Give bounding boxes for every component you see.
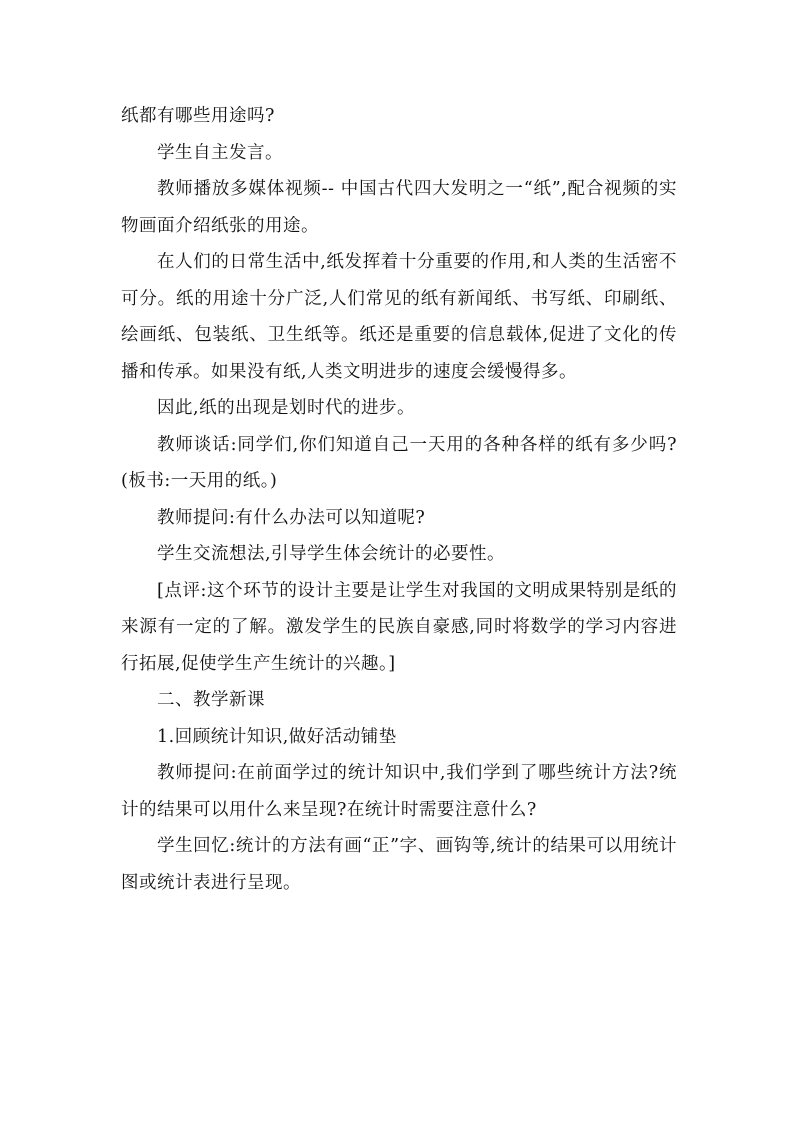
paragraph-student-exchange: 学生交流想法,引导学生体会统计的必要性。	[157, 544, 506, 564]
paragraph-student-recall: 学生回忆:统计的方法有画“正”字、画钩等,统计的结果可以用统计图或统计表进行呈现。	[121, 836, 677, 893]
paragraph-paper-uses: 在人们的日常生活中,纸发挥着十分重要的作用,和人类的生活密不可分。纸的用途十分广泛,人们常见的纸有新闻纸、书写纸、印刷纸、绘画纸、包装纸、卫生纸等。纸还是重要的信息载体,促进了文化的传播和传承。如果没有纸,人类文明进步的速度会缓慢得多。	[121, 252, 677, 382]
paragraph-commentary: [点评:这个环节的设计主要是让学生对我国的文明成果特别是纸的来源有一定的了解。激发学生的民族自豪感,同时将数学的学习内容进行拓展,促使学生产生统计的兴趣。]	[121, 580, 677, 674]
paragraph-continuation: 纸都有哪些用途吗?	[121, 106, 275, 126]
document-body	[121, 98, 677, 901]
paragraph-teacher-talk: 教师谈话:同学们,你们知道自己一天用的各种各样的纸有多少吗?(板书:一天用的纸。)	[121, 434, 677, 491]
paragraph-student-speak: 学生自主发言。	[157, 142, 283, 163]
paragraph-teacher-question: 教师提问:有什么办法可以知道呢?	[157, 507, 426, 528]
paragraph-teacher-statistics-question: 教师提问:在前面学过的统计知识中,我们学到了哪些统计方法?统计的结果可以用什么来呈现?在统计时需要注意什么?	[121, 763, 677, 820]
paragraph-teacher-video: 教师播放多媒体视频-- 中国古代四大发明之一“纸”,配合视频的实物画面介绍纸张的用途。	[121, 179, 677, 236]
section-heading: 二、教学新课	[157, 690, 265, 710]
subsection-heading: 1.回顾统计知识,做好活动铺垫	[157, 726, 397, 747]
paragraph-era-progress: 因此,纸的出现是划时代的进步。	[157, 398, 416, 418]
